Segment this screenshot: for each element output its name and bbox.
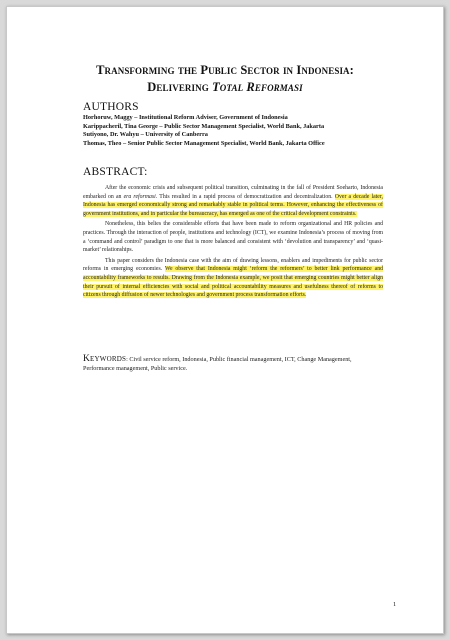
highlighted-text: We observe that Indonesia might ‘reform the reformers’ to better link performance and accountability frameworks to results. Drawing from the Indonesia example, we posit that emerging countries might better align their pursuit of internal efficiencies with social and political accountability measures and usefulness thereof of reforms to citizens through diffusion of newer technologies and government process transformation efforts. <box>83 266 383 299</box>
abstract-paragraph-3 <box>83 257 383 300</box>
author-entry <box>83 123 403 132</box>
author-entry <box>83 140 403 149</box>
keywords-text: : Civil service reform, Indonesia, Public financial management, ICT, Change Management, Performance management, Public service. <box>83 356 352 372</box>
abstract-italic-term: era reformasi <box>123 193 156 200</box>
author-affiliation: – Institutional Reform Adviser, Government of Indonesia <box>132 114 288 121</box>
authors-list <box>83 114 403 148</box>
author-affiliation: – Senior Public Sector Management Specialist, World Bank, Jakarta Office <box>121 139 325 147</box>
abstract-text: This paper considers the Indonesia case with the aim of drawing lessons, enablers and impediments for public sector reforms in emerging economies. <box>83 257 383 273</box>
abstract-heading: ABSTRACT: <box>83 166 148 178</box>
title-emphasis: Total Reformasi <box>212 80 303 94</box>
page-number: 1 <box>393 601 397 608</box>
abstract-text: . This resulted in a rapid process of democratization and decentralization. <box>155 193 335 200</box>
author-affiliation: – Public Sector Management Specialist, World Bank, Jakarta <box>157 122 325 130</box>
author-entry <box>83 131 403 140</box>
abstract-paragraph-1 <box>83 184 383 218</box>
author-name: Sutiyono, Dr. Wahyu <box>83 131 139 139</box>
document-page <box>6 6 444 634</box>
author-entry <box>83 114 403 123</box>
title-line-2-prefix: Delivering <box>147 80 213 94</box>
title-line-2 <box>7 79 443 96</box>
author-affiliation: – University of Canberra <box>139 131 208 139</box>
abstract-paragraph-2: Nonetheless, this belies the considerable efforts that have been made to reform organizational and HR policies and practices. Through the interaction of people, institutions and technology (ICT), we examine Indonesia’s process of moving from a ‘command and control’ paradigm to one that is more balanced and consistent with ‘devolution and transparency’ and ‘quasi-market’ relationships. <box>83 221 383 254</box>
abstract-text: After the economic crisis and subsequent political transition, culminating in the fall of President Soeharto, Indonesia embarked on an <box>83 185 383 200</box>
authors-heading: AUTHORS <box>83 101 139 113</box>
author-name: Horhoruw, Maggy <box>83 114 133 121</box>
keywords-label: Keywords <box>83 354 127 364</box>
author-name: Karippacheril, Tina George <box>83 122 158 130</box>
keywords <box>83 355 383 373</box>
title-line-1: Transforming the Public Sector in Indonesia: <box>96 63 354 77</box>
highlighted-text: Over a decade later, Indonesia has emerged economically strong and remarkably stable in political terms. However, enhancing the effectiveness of government institutions, and in particular the bureaucracy, has emerged as one of the critical development constraints. <box>83 193 383 217</box>
author-name: Thomas, Theo <box>83 139 122 147</box>
paper-title <box>7 62 443 96</box>
abstract-body <box>83 184 383 302</box>
